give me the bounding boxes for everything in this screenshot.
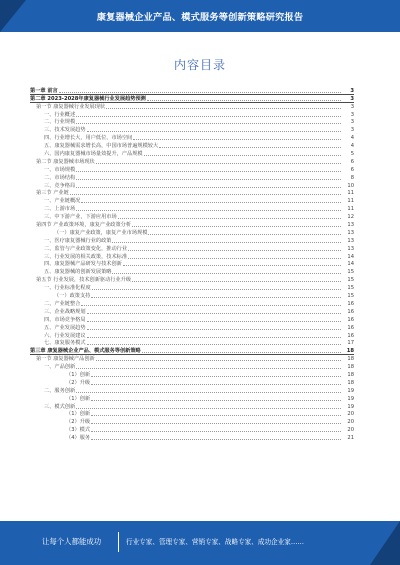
toc-heading: 内容目录 bbox=[173, 58, 226, 72]
report-title: 康复器械企业产品、模式服务等创新策略研究报告 bbox=[96, 12, 304, 23]
toc-entry-label: 二、监管与产业政策变化，推动行业 bbox=[44, 245, 128, 252]
toc-entry[interactable] bbox=[30, 370, 354, 378]
toc-entry-label: 五、康复器械的创新发展策略 bbox=[44, 269, 112, 276]
toc-entry-page: 10 bbox=[347, 182, 354, 189]
toc-entry-page: 16 bbox=[347, 308, 354, 315]
toc-leader-dots bbox=[92, 289, 341, 290]
toc-entry[interactable] bbox=[30, 425, 354, 433]
toc-entry[interactable] bbox=[30, 283, 354, 291]
toc-entry-label: 五、产业发展趋势 bbox=[44, 324, 86, 331]
toc-entry-page: 11 bbox=[347, 206, 354, 213]
toc-entry-page: 18 bbox=[347, 364, 354, 371]
toc-leader-dots bbox=[118, 218, 341, 219]
toc-entry[interactable] bbox=[30, 291, 354, 299]
toc-entry[interactable] bbox=[30, 165, 354, 173]
toc-entry[interactable] bbox=[30, 315, 354, 323]
toc-entry[interactable] bbox=[30, 346, 354, 354]
toc-entry[interactable] bbox=[30, 102, 354, 110]
toc-entry-page: 16 bbox=[347, 316, 354, 323]
toc-entry-page: 13 bbox=[347, 229, 354, 236]
toc-leader-dots bbox=[128, 258, 341, 259]
toc-entry[interactable] bbox=[30, 331, 354, 339]
toc-entry-label: 第一节 康复器械行业发展现状 bbox=[36, 103, 106, 110]
toc-leader-dots bbox=[76, 187, 341, 188]
toc-entry[interactable] bbox=[30, 323, 354, 331]
toc-entry-label: 第一章 前言 bbox=[30, 87, 58, 94]
toc-entry-label: 二、市场结构 bbox=[44, 174, 76, 181]
toc-entry[interactable] bbox=[30, 228, 354, 236]
toc-entry-page: 18 bbox=[347, 356, 354, 363]
toc-entry-page: 6 bbox=[350, 166, 354, 173]
toc-leader-dots bbox=[123, 265, 341, 266]
toc-leader-dots bbox=[87, 131, 341, 132]
toc-entry-label: 第三节 产业链 bbox=[36, 190, 69, 197]
toc-entry-label: 三、行业发展的相关政策，技术标准 bbox=[44, 253, 128, 260]
toc-entry-label: 七、康复服务模式 bbox=[44, 340, 86, 347]
toc-entry-page: 20 bbox=[347, 427, 354, 434]
toc-leader-dots bbox=[132, 281, 341, 282]
toc-entry-label: 五、康复器械需求增长高，中国市场普遍规模较大 bbox=[44, 143, 159, 150]
toc-entry-page: 15 bbox=[347, 269, 354, 276]
toc-entry-page: 16 bbox=[347, 300, 354, 307]
toc-entry[interactable] bbox=[30, 378, 354, 386]
toc-leader-dots bbox=[147, 100, 341, 101]
toc-entry[interactable] bbox=[30, 410, 354, 418]
toc-entry-page: 16 bbox=[347, 332, 354, 339]
toc-entry-label: 一、产品创新 bbox=[44, 364, 76, 371]
toc-entry-label: 二、行业规模 bbox=[44, 119, 76, 126]
toc-entry-label: 一、行业标准化程度 bbox=[44, 285, 91, 292]
toc-entry[interactable] bbox=[30, 236, 354, 244]
toc-leader-dots bbox=[91, 415, 341, 416]
toc-leader-dots bbox=[142, 352, 341, 353]
toc-entry-label: 一、产业链概况 bbox=[44, 198, 81, 205]
toc-entry-label: 六、行业发展建议 bbox=[44, 332, 86, 339]
toc-entry-label: （3）模式 bbox=[66, 427, 91, 434]
toc-entry-label: 三、技术发展趋势 bbox=[44, 127, 86, 134]
toc-entry-page: 4 bbox=[350, 135, 354, 142]
toc-entry[interactable] bbox=[30, 307, 354, 315]
toc-entry[interactable] bbox=[30, 189, 354, 197]
toc-leader-dots bbox=[59, 92, 341, 93]
toc-entry-page: 19 bbox=[347, 395, 354, 402]
toc-leader-dots bbox=[76, 171, 341, 172]
toc-entry[interactable] bbox=[30, 125, 354, 133]
toc-entry[interactable] bbox=[30, 149, 354, 157]
toc-leader-dots bbox=[76, 392, 341, 393]
toc-entry-page: 19 bbox=[347, 387, 354, 394]
toc-entry[interactable] bbox=[30, 86, 354, 94]
footer-slogan: 让每个人都能成功 bbox=[42, 537, 102, 546]
toc-leader-dots bbox=[112, 242, 341, 243]
toc-leader-dots bbox=[91, 400, 341, 401]
toc-entry-page: 14 bbox=[347, 253, 354, 260]
toc-leader-dots bbox=[76, 210, 341, 211]
report-footer bbox=[0, 521, 400, 565]
toc-entry-page: 3 bbox=[350, 103, 354, 110]
toc-leader-dots bbox=[76, 368, 341, 369]
toc-entry[interactable] bbox=[30, 204, 354, 212]
toc-entry-page: 8 bbox=[350, 174, 354, 181]
toc-entry[interactable] bbox=[30, 212, 354, 220]
toc-leader-dots bbox=[144, 155, 341, 156]
toc-entry[interactable] bbox=[30, 402, 354, 410]
toc-leader-dots bbox=[76, 123, 341, 124]
toc-entry-label: （1）创新 bbox=[66, 411, 91, 418]
toc-entry-label: 四、行业增长大，用户低位，市场空间 bbox=[44, 135, 133, 142]
toc-entry-label: 一、行业概述 bbox=[44, 111, 76, 118]
toc-leader-dots bbox=[87, 344, 341, 345]
toc-leader-dots bbox=[148, 234, 341, 235]
toc-entry[interactable] bbox=[30, 173, 354, 181]
toc-entry-label: 四、康复器械产品研发与技术创新 bbox=[44, 261, 122, 268]
toc-entry-label: （1）创新 bbox=[66, 371, 91, 378]
toc-entry-label: （2）升级 bbox=[66, 379, 91, 386]
toc-leader-dots bbox=[132, 226, 341, 227]
toc-entry-page: 15 bbox=[347, 285, 354, 292]
toc-entry-label: （2）升级 bbox=[66, 419, 91, 426]
toc-entry-page: 18 bbox=[346, 348, 354, 355]
toc-leader-dots bbox=[128, 250, 341, 251]
toc-leader-dots bbox=[91, 423, 341, 424]
toc-leader-dots bbox=[106, 108, 341, 109]
toc-entry-label: 二、产业链整合 bbox=[44, 300, 81, 307]
toc-entry[interactable] bbox=[30, 433, 354, 441]
toc-entry[interactable] bbox=[30, 260, 354, 268]
toc-leader-dots bbox=[87, 321, 341, 322]
report-header bbox=[0, 0, 400, 32]
toc-leader-dots bbox=[96, 360, 341, 361]
footer-experts: 行业专家、管理专家、营销专家、战略专家、成功企业家…… bbox=[126, 538, 305, 546]
toc-entry-label: （1）创新 bbox=[66, 395, 91, 402]
toc-entry[interactable] bbox=[30, 252, 354, 260]
toc-entry[interactable] bbox=[30, 196, 354, 204]
toc-entry-page: 3 bbox=[350, 111, 354, 118]
toc-leader-dots bbox=[133, 139, 341, 140]
toc-entry-label: 第五节 行业发展，技术创新驱动行业升级 bbox=[36, 277, 132, 284]
toc-entry-label: 四、市场竞争格局 bbox=[44, 316, 86, 323]
toc-entry[interactable] bbox=[30, 94, 354, 102]
toc-entry-page: 20 bbox=[347, 419, 354, 426]
toc-leader-dots bbox=[91, 439, 341, 440]
toc-leader-dots bbox=[76, 116, 341, 117]
toc-entry-page: 13 bbox=[347, 222, 354, 229]
toc-entry-page: 11 bbox=[347, 198, 354, 205]
toc-entry-page: 12 bbox=[347, 214, 354, 221]
toc-entry[interactable] bbox=[30, 417, 354, 425]
toc-entry[interactable] bbox=[30, 244, 354, 252]
toc-entry-page: 13 bbox=[347, 237, 354, 244]
toc-entry[interactable] bbox=[30, 118, 354, 126]
toc-entry-page: 14 bbox=[347, 261, 354, 268]
toc-entry-page: 3 bbox=[350, 87, 354, 94]
toc-entry[interactable] bbox=[30, 339, 354, 347]
toc-entry-page: 17 bbox=[347, 340, 354, 347]
toc-entry-label: 一、医疗康复器械行业的政策 bbox=[44, 237, 112, 244]
toc-entry-page: 15 bbox=[347, 293, 354, 300]
toc-entry-label: （一）政策支持 bbox=[54, 293, 91, 300]
table-of-contents bbox=[30, 86, 354, 441]
toc-entry[interactable] bbox=[30, 394, 354, 402]
toc-entry-label: （4）服务 bbox=[66, 435, 91, 442]
toc-entry[interactable] bbox=[30, 362, 354, 370]
toc-entry-page: 13 bbox=[347, 245, 354, 252]
toc-entry[interactable] bbox=[30, 354, 354, 362]
toc-leader-dots bbox=[76, 179, 341, 180]
footer-corner-accent bbox=[370, 521, 400, 565]
toc-entry[interactable] bbox=[30, 133, 354, 141]
toc-entry-label: 一、市场规模 bbox=[44, 166, 76, 173]
toc-entry[interactable] bbox=[30, 386, 354, 394]
toc-leader-dots bbox=[81, 305, 341, 306]
toc-entry-page: 21 bbox=[347, 435, 354, 442]
toc-leader-dots bbox=[91, 384, 341, 385]
toc-entry[interactable] bbox=[30, 299, 354, 307]
toc-entry-label: 第一节 康复器械产品创新 bbox=[36, 356, 95, 363]
toc-entry-label: 第三章 康复器械企业产品、模式服务等创新策略 bbox=[30, 348, 141, 355]
toc-leader-dots bbox=[91, 376, 341, 377]
toc-entry-page: 3 bbox=[350, 127, 354, 134]
toc-entry-label: 三、中下游产业，下游应用市场 bbox=[44, 214, 117, 221]
toc-entry-page: 15 bbox=[347, 277, 354, 284]
toc-entry[interactable] bbox=[30, 110, 354, 118]
toc-entry-page: 19 bbox=[347, 403, 354, 410]
toc-entry[interactable] bbox=[30, 141, 354, 149]
toc-leader-dots bbox=[76, 408, 341, 409]
toc-entry[interactable] bbox=[30, 275, 354, 283]
footer-divider bbox=[118, 532, 119, 552]
toc-leader-dots bbox=[87, 329, 341, 330]
toc-entry[interactable] bbox=[30, 157, 354, 165]
toc-leader-dots bbox=[87, 337, 341, 338]
toc-entry-label: 六、国内康复器械市场量效提升，产品规模 bbox=[44, 151, 143, 158]
toc-entry-label: 三、竞争格局 bbox=[44, 182, 76, 189]
toc-leader-dots bbox=[91, 431, 341, 432]
toc-leader-dots bbox=[159, 147, 341, 148]
toc-entry-label: 三、模式创新 bbox=[44, 403, 76, 410]
toc-entry-label: （一）康复产业政策，康复产业市场规模 bbox=[54, 229, 148, 236]
toc-entry-label: 三、企业战略规划 bbox=[44, 308, 86, 315]
toc-entry[interactable] bbox=[30, 220, 354, 228]
toc-leader-dots bbox=[87, 313, 341, 314]
toc-leader-dots bbox=[81, 202, 341, 203]
toc-entry-label: 二、服务创新 bbox=[44, 387, 76, 394]
toc-entry[interactable] bbox=[30, 181, 354, 189]
toc-entry-page: 16 bbox=[347, 324, 354, 331]
toc-leader-dots bbox=[112, 273, 341, 274]
toc-entry-page: 3 bbox=[350, 119, 354, 126]
toc-entry-label: 二、上游市场 bbox=[44, 206, 76, 213]
toc-entry-page: 3 bbox=[350, 95, 354, 102]
toc-leader-dots bbox=[96, 163, 341, 164]
toc-entry[interactable] bbox=[30, 267, 354, 275]
toc-entry-label: 第二节 康复器械市场现状 bbox=[36, 158, 95, 165]
toc-entry-label: 第四节 产业政策环境，康复产业政策分析 bbox=[36, 222, 132, 229]
toc-leader-dots bbox=[70, 194, 341, 195]
toc-leader-dots bbox=[91, 297, 341, 298]
toc-entry-page: 20 bbox=[347, 411, 354, 418]
toc-entry-label: 第二章 2023-2028年康复器械行业发展趋势预测 bbox=[30, 95, 146, 102]
toc-entry-page: 18 bbox=[347, 379, 354, 386]
toc-entry-page: 11 bbox=[347, 190, 354, 197]
toc-entry-page: 5 bbox=[350, 151, 354, 158]
toc-entry-page: 6 bbox=[350, 158, 354, 165]
toc-entry-page: 4 bbox=[350, 143, 354, 150]
toc-entry-page: 18 bbox=[347, 371, 354, 378]
